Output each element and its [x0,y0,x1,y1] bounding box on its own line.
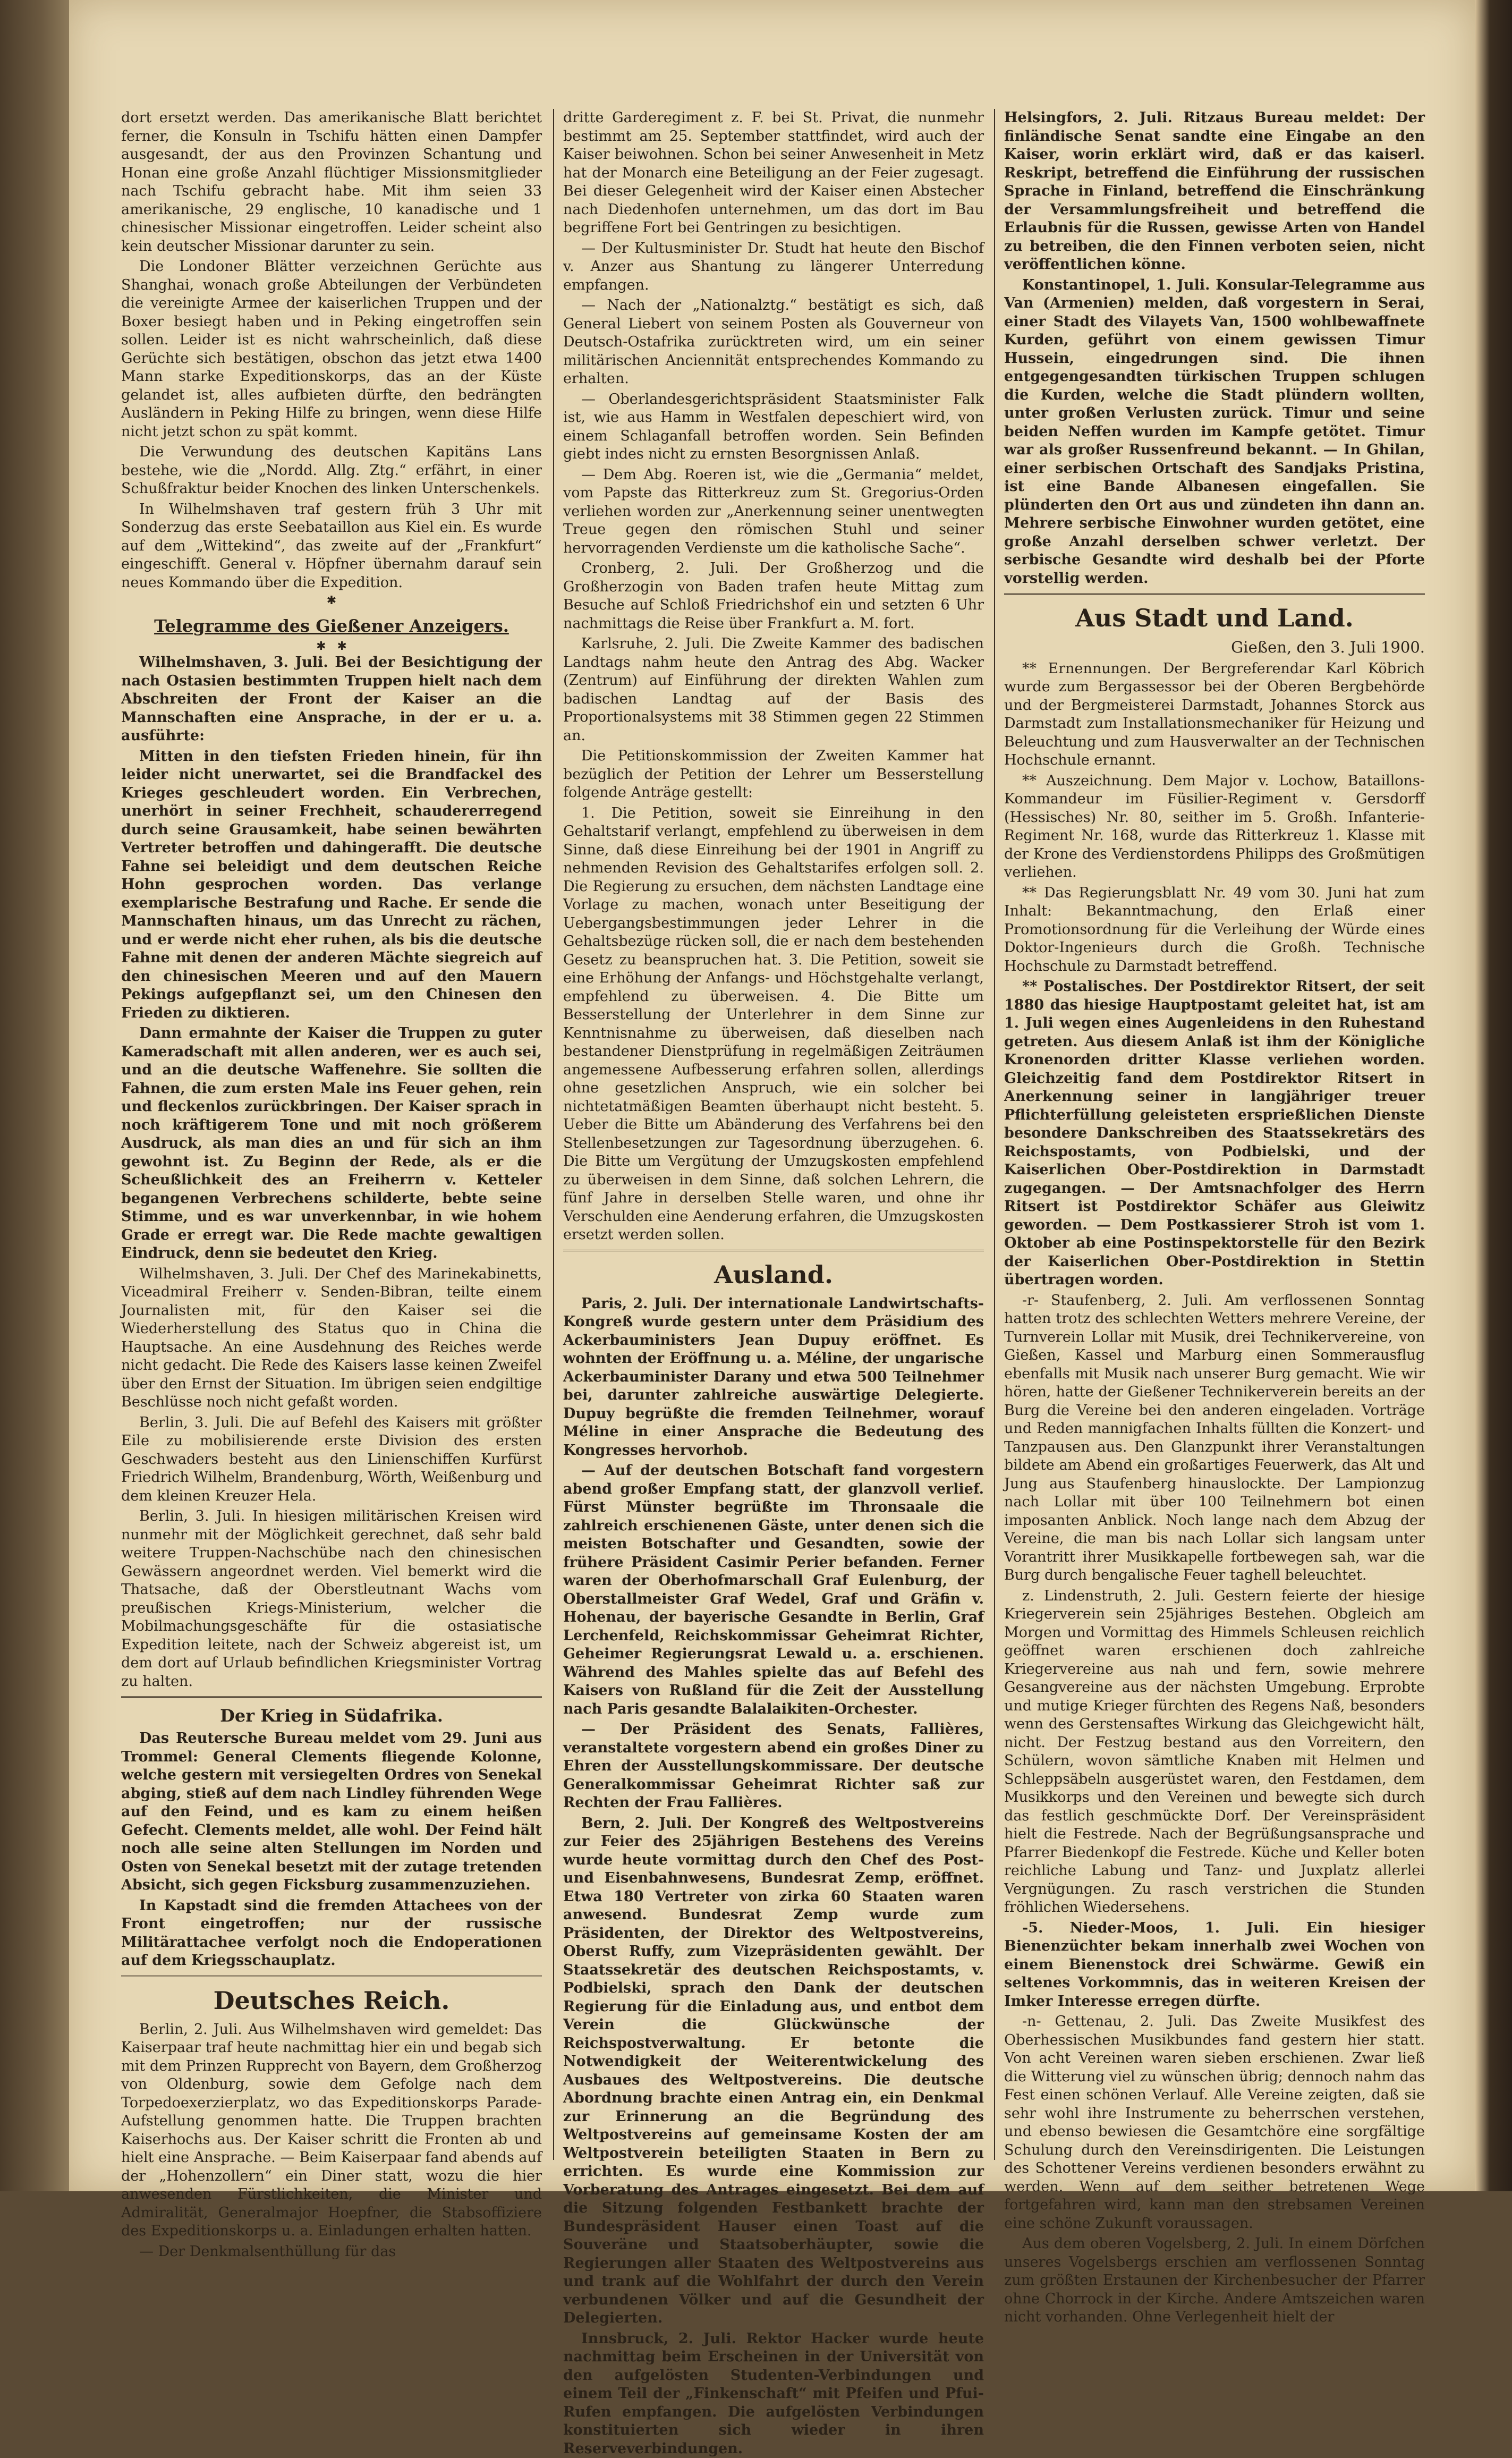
paragraph: 1. Die Petition, soweit sie Einreihung in den Gehaltstarif verlangt, empfehlend zu überweisen in dem Sinne, daß diese Einreihung bei der 1901 in Angriff zu nehmenden Revision des Gehaltstarifes erfolgen soll. 2. Die Regierung zu ersuchen, dem nächsten Landtage eine Vorlage zu machen, wonach unter Beseitigung der Uebergangsbestimmungen jeder Lehrer in die Gehaltsbezüge rücken soll, die er nach dem bestehenden Gesetz zu beanspruchen hat. 3. Die Petition, soweit sie eine Erhöhung der Anfangs- und Höchstgehalte verlangt, empfehlend zu überweisen. 4. Die Bitte um Besserstellung der Unterlehrer in dem Sinne zur Kenntnisnahme zu überweisen, daß dieselben nach bestandener Dienstprüfung in regelmäßigen Zeiträumen angemessene Aufbesserung erfahren sollen, allerdings ohne gesetzlichen Anspruch, wie ein solcher bei nichtetatmäßigen Beamten überhaupt nicht besteht. 5. Ueber die Bitte um Abänderung des Verfahrens bei den Stellenbesetzungen zur Tagesordnung überzugehen. 6. Die Bitte um Vergütung der Umzugskosten empfehlend zu überweisen in dem Sinne, daß solchen Lehrern, die fünf Jahre in derselben Stelle waren, und ohne ihr Verschulden eine Aenderung erfahren, die Umzugskosten ersetzt werden sollen. [563,804,984,1244]
paragraph: — Der Kultusminister Dr. Studt hat heute den Bischof v. Anzer aus Shantung zu längerer Unterredung empfangen. [563,240,984,295]
column-left [121,109,542,2160]
section-heading: Deutsches Reich. [121,1985,542,2016]
paragraph: Die Verwundung des deutschen Kapitäns Lans bestehe, wie die „Nordd. Allg. Ztg.“ erfährt, in einer Schußfraktur beider Knochen des linken Unterschenkels. [121,443,542,498]
paragraph: Wilhelmshaven, 3. Juli. Bei der Besichtigung der nach Ostasien bestimmten Truppen hielt nach dem Abschreiten der Front der Kaiser an die Mannschaften eine Ansprache, in der er u. a. ausführte: [121,654,542,745]
newspaper-page [69,0,1475,2191]
paragraph: -n- Gettenau, 2. Juli. Das Zweite Musikfest des Oberhessischen Musikbundes fand gestern hier statt. Von acht Vereinen waren sieben erschienen. Zwar ließ die Witterung viel zu wünschen übrig; dennoch nahm das Fest einen schönen Verlauf. Alle Vereine zeigten, daß sie sehr wohl ihre Instrumente zu beherrschen verstehen, und ebenso bewiesen die Gesamtchöre eine sorgfältige Schulung durch den Vereinsdirigenten. Die Leistungen des Schottener Vereins verdienen besonders erwähnt zu werden. Wenn auf dem seither betretenen Wege fortgefahren wird, kann man den strebsamen Vereinen eine schöne Zukunft voraussagen. [1004,2013,1425,2233]
section-heading: Ausland. [563,1259,984,1291]
paragraph: -r- Staufenberg, 2. Juli. Am verflossenen Sonntag hatten trotz des schlechten Wetters mehrere Vereine, der Turnverein Lollar mit Musik, drei Technikervereine, von Gießen, Kassel und Marburg einen Sommerausflug ebenfalls mit Musik nach unserer Burg gemacht. Wie wir hören, hatte der Gießener Technikerverein bereits an der Burg die Vereine bei den anderen eingeladen. Vorträge und Reden mannigfachen Inhalts füllten die Konzert- und Tanzpausen aus. Den Glanzpunkt ihrer Veranstaltungen bildete am Abend ein großartiges Feuerwerk, das Alt und Jung aus Staufenberg hinauslockte. Der Lampionzug nach Lollar mit über 100 Teilnehmern bot einen imposanten Anblick. Noch lange nach dem Abzug der Vereine, die man bis nach Lollar sich langsam unter Vorantritt ihrer Musikkapelle fortbewegen sah, war die Burg durch bengalische Feuer taghell beleuchtet. [1004,1292,1425,1585]
section-divider [121,1696,542,1698]
paragraph: In Kapstadt sind die fremden Attachees von der Front eingetroffen; nur der russische Militärattachee verfolgt noch die Endoperationen auf dem Kriegsschauplatz. [121,1897,542,1970]
paragraph: Berlin, 3. Juli. Die auf Befehl des Kaisers mit größter Eile zu mobilisierende erste Division des ersten Geschwaders besteht aus den Linienschiffen Kurfürst Friedrich Wilhelm, Brandenburg, Wörth, Weißenburg und dem kleinen Kreuzer Hela. [121,1414,542,1506]
ornament-stars: ✱ ✱ [121,640,542,654]
section-divider [121,1976,542,1977]
paragraph: ** Postalisches. Der Postdirektor Ritsert, der seit 1880 das hiesige Hauptpostamt geleitet hat, ist am 1. Juli wegen eines Augenleidens in den Ruhestand getreten. Aus diesem Anlaß ist ihm der Königliche Kronenorden dritter Klasse verliehen worden. Gleichzeitig fand dem Postdirektor Ritsert in Anerkennung seiner in langjähriger treuer Pflichterfüllung geleisteten ersprießlichen Dienste besondere Dankschreiben des Staatssekretärs des Reichspostamts, von Podbielski, und der Kaiserlichen Ober-Postdirektion in Darmstadt zugegangen. — Der Amtsnachfolger des Herrn Ritsert ist Postdirektor Schäfer aus Gleiwitz geworden. — Dem Postkassierer Stroh ist vom 1. Oktober ab eine Postinspektorstelle für den Bezirk der Kaiserlichen Ober-Postdirektion in Stettin übertragen worden. [1004,978,1425,1290]
paragraph: -5. Nieder-Moos, 1. Juli. Ein hiesiger Bienenzüchter bekam innerhalb zwei Wochen von einem Bienenstock drei Schwärme. Gewiß ein seltenes Vorkommnis, das in weiteren Kreisen der Imker Interesse erregen dürfte. [1004,1919,1425,2011]
paragraph: Berlin, 2. Juli. Aus Wilhelmshaven wird gemeldet: Das Kaiserpaar traf heute nachmittag hier ein und begab sich mit dem Prinzen Rupprecht von Bayern, dem Großherzog von Oldenburg, sowie dem Gefolge nach dem Torpedoexerzierplatz, wo das Expeditionskorps Parade-Aufstellung genommen hatte. Die Truppen brachten Kaiserhochs aus. Der Kaiser schritt die Fronten ab und hielt eine Ansprache. — Beim Kaiserpaar fand abends auf der „Hohenzollern“ ein Diner statt, wozu die hier anwesenden Fürstlichkeiten, die Minister und Admiralität, Generalmajor Hoepfner, die Stabsoffiziere des Expeditionskorps u. a. Einladungen erhalten hatten. [121,2021,542,2241]
paragraph: Mitten in den tiefsten Frieden hinein, für ihn leider nicht unerwartet, sei die Brandfackel des Krieges geschleudert worden. Ein Verbrechen, unerhört in seiner Frechheit, schaudererregend durch seine Grausamkeit, habe seinen bewährten Vertreter betroffen und dahingerafft. Die deutsche Fahne sei beleidigt und dem deutschen Reiche Hohn gesprochen worden. Das verlange exemplarische Bestrafung und Rache. Er sende die Mannschaften hinaus, um das Unrecht zu rächen, und er werde nicht eher ruhen, als bis die deutsche Fahne mit denen der anderen Mächte siegreich auf den chinesischen Meeren und auf den Mauern Pekings aufgepflanzt sei, um den Chinesen den Frieden zu diktieren. [121,748,542,1023]
paragraph: dritte Garderegiment z. F. bei St. Privat, die nunmehr bestimmt am 25. September stattfindet, wird auch der Kaiser beiwohnen. Schon bei seiner Anwesenheit in Metz hat der Monarch eine Beteiligung an der Feier zugesagt. Bei dieser Gelegenheit wird der Kaiser einen Abstecher nach Diedenhofen unternehmen, um das dort im Bau begriffene Fort bei Gentringen zu besichtigen. [563,109,984,238]
paragraph: — Auf der deutschen Botschaft fand vorgestern abend großer Empfang statt, der glanzvoll verlief. Fürst Münster begrüßte im Thronsaale die zahlreich erschienenen Gäste, unter denen sich die meisten Botschafter und Gesandten, sowie der frühere Präsident Casimir Perier befanden. Ferner waren der Oberhofmarschall Graf Eulenburg, der Oberstallmeister Graf Wedel, Graf und Gräfin v. Hohenau, der bayerische Gesandte in Berlin, Graf Lerchenfeld, Reichskommissar Geheimrat Richter, Geheimer Regierungsrat Lewald u. a. erschienen. Während des Mahles spielte das auf Befehl des Kaisers von Rußland für die Zeit der Ausstellung nach Paris gesandte Balalaikiten-Orchester. [563,1462,984,1718]
telegram-heading: Telegramme des Gießener Anzeigers. [121,615,542,637]
paragraph: Die Londoner Blätter verzeichnen Gerüchte aus Shanghai, wonach große Abteilungen der Verbündeten die vereinigte Armee der kaiserlichen Truppen und der Boxer besiegt haben und in Peking eingetroffen sein sollen. Leider ist es nicht wahrscheinlich, daß diese Gerüchte sich bestätigen, obschon das jetzt etwa 1400 Mann starke Expeditionskorps, das an der Küste gelandet ist, alles aufbieten dürfte, den bedrängten Ausländern in Peking Hilfe zu bringen, wenn diese Hilfe nicht jetzt schon zu spät kommt. [121,258,542,441]
ornament-stars: ✱ [121,594,542,608]
section-heading: Aus Stadt und Land. [1004,602,1425,634]
paragraph: Aus dem oberen Vogelsberg, 2. Juli. In einem Dörfchen unseres Vogelsbergs erschien am verflossenen Sonntag zum größten Erstaunen der Kirchenbesucher der Pfarrer ohne Chorrock in der Kirche. Andere Amtszeichen waren nicht vorhanden. Ohne Verlegenheit hielt der [1004,2235,1425,2327]
dateline: Gießen, den 3. Juli 1900. [1004,638,1425,657]
section-divider [1004,593,1425,595]
paragraph: Helsingfors, 2. Juli. Ritzaus Bureau meldet: Der finländische Senat sandte eine Eingabe an den Kaiser, worin erklärt wird, daß er das kaiserl. Reskript, betreffend die Einführung der russischen Sprache in Finland, betreffend die Einschränkung der Versammlungsfreiheit und betreffend die Erlaubnis für die Russen, gewisse Arten von Handel zu betreiben, die den Finnen verboten seien, nicht veröffentlichen könne. [1004,109,1425,274]
column-rule [994,109,995,2160]
paragraph: — Oberlandesgerichtspräsident Staatsminister Falk ist, wie aus Hamm in Westfalen depeschiert wird, von einem Schlaganfall betroffen worden. Sein Befinden giebt indes nicht zu ernsten Besorgnissen Anlaß. [563,391,984,464]
book-binding-left [0,0,69,2191]
paragraph: Cronberg, 2. Juli. Der Großherzog und die Großherzogin von Baden trafen heute Mittag zum Besuche auf Schloß Friedrichshof ein und setzten 6 Uhr nachmittags die Reise über Frankfurt a. M. fort. [563,560,984,633]
column-rule [553,109,554,2160]
paragraph: — Der Präsident des Senats, Fallières, veranstaltete vorgestern abend ein großes Diner zu Ehren der Ausstellungskommissare. Der deutsche Generalkommissar Geheimrat Richter saß zur Rechten der Frau Fallières. [563,1720,984,1812]
paragraph: ** Auszeichnung. Dem Major v. Lochow, Bataillons-Kommandeur im Füsilier-Regiment v. Gersdorff (Hessisches) Nr. 80, seither im 5. Großh. Infanterie-Regiment Nr. 168, wurde das Ritterkreuz 1. Klasse mit der Krone des Verdienstordens Philipps des Großmütigen verliehen. [1004,772,1425,882]
section-divider [563,1250,984,1251]
paragraph: Konstantinopel, 1. Juli. Konsular-Telegramme aus Van (Armenien) melden, daß vorgestern in Serai, einer Stadt des Vilayets Van, 1500 wohlbewaffnete Kurden, geführt von einem gewissen Timur Hussein, eingedrungen sind. Die ihnen entgegengesandten türkischen Truppen schlugen die Kurden, welche die Stadt plündern wollten, unter großen Verlusten zurück. Timur und seine beiden Neffen wurden im Kampfe getötet. Timur war als großer Russenfreund bekannt. — In Ghilan, einer serbischen Ortschaft des Sandjaks Pristina, ist eine Bande Albanesen eingefallen. Sie plünderten den Ort aus und zündeten ihn dann an. Mehrere serbische Einwohner wurden getötet, eine große Anzahl derselben schwer verletzt. Der serbische Gesandte wird deshalb bei der Pforte vorstellig werden. [1004,276,1425,588]
paragraph: Das Reutersche Bureau meldet vom 29. Juni aus Trommel: General Clements fliegende Kolonne, welche gestern mit versiegelten Ordres von Senekal abging, stieß auf dem nach Lindley führenden Wege auf den Feind, und es kam zu einem heißen Gefecht. Clements meldet, alle wohl. Der Feind hält noch alle seine alten Stellungen im Norden und Osten von Senekal besetzt mit der zutage tretenden Absicht, sich gegen Ficksburg zusammenzuziehen. [121,1730,542,1895]
paragraph: Wilhelmshaven, 3. Juli. Der Chef des Marinekabinetts, Viceadmiral Freiherr v. Senden-Bibran, teilte einem Journalisten mit, für den Kaiser sei die Wiederherstellung des Status quo in China die Hauptsache. An eine Ausdehnung des Reiches werde nicht gedacht. Die Rede des Kaisers lasse keinen Zweifel über den Ernst der Situation. Im übrigen seien endgiltige Beschlüsse noch nicht gefaßt worden. [121,1265,542,1412]
paragraph: In Wilhelmshaven traf gestern früh 3 Uhr mit Sonderzug das erste Seebataillon aus Kiel ein. Es wurde auf dem „Wittekind“, das zweite auf der „Frankfurt“ eingeschifft. General v. Höpfner übernahm darauf sein neues Kommando über die Expedition. [121,501,542,592]
section-heading: Der Krieg in Südafrika. [121,1705,542,1726]
paragraph: Die Petitionskommission der Zweiten Kammer hat bezüglich der Petition der Lehrer um Besserstellung folgende Anträge gestellt: [563,747,984,802]
column-middle [563,109,984,2160]
paragraph: Innsbruck, 2. Juli. Rektor Hacker wurde heute nachmittag beim Erscheinen in der Universität von den aufgelösten Studenten-Verbindungen und einem Teil der „Finkenschaft“ mit Pfeifen und Pfui-Rufen empfangen. Die aufgelösten Verbindungen konstituierten sich wieder in ihren Reserveverbindungen. [563,2330,984,2458]
paragraph: — Nach der „Nationalztg.“ bestätigt es sich, daß General Liebert von seinem Posten als Gouverneur von Deutsch-Ostafrika zurücktreten wird, um ein seiner militärischen Anciennität entsprechendes Kommando zu erhalten. [563,296,984,388]
paragraph: Karlsruhe, 2. Juli. Die Zweite Kammer des badischen Landtags nahm heute den Antrag des Abg. Wacker (Zentrum) auf Einführung der direkten Wahlen zum badischen Landtag auf der Basis des Proportionalsystems mit 38 Stimmen gegen 22 Stimmen an. [563,635,984,745]
paragraph: Dann ermahnte der Kaiser die Truppen zu guter Kameradschaft mit allen anderen, wer es auch sei, und an die deutsche Waffenehre. Sie sollten die Fahnen, die zum ersten Male ins Feuer gehen, rein und fleckenlos zurückbringen. Der Kaiser sprach in noch kräftigerem Tone und mit noch größerem Ausdruck, als man dies an und für sich an ihm gewohnt ist. Zu Beginn der Rede, als er die Scheußlichkeit des an Freiherrn v. Ketteler begangenen Verbrechens schilderte, bebte seine Stimme, und es war unverkennbar, in wie hohem Grade er erregt war. Die Rede machte gewaltigen Eindruck, denn sie bedeutet den Krieg. [121,1024,542,1263]
paragraph: z. Lindenstruth, 2. Juli. Gestern feierte der hiesige Kriegerverein sein 25jähriges Bestehen. Obgleich am Morgen und Vormittag des Himmels Schleusen reichlich geöffnet waren erschienen doch zahlreiche Kriegervereine aus nah und fern, sowie mehrere Gesangvereine aus der nächsten Umgebung. Erprobte und mutige Krieger fürchten des Regens Naß, besonders wenn des Gerstensaftes Wirkung das Gleichgewicht hält, nicht. Der Festzug bestand aus den Vorreitern, den Schülern, wovon sämtliche Knaben mit Helmen und Schleppsäbeln ausgerüstet waren, den Festdamen, dem Musikkorps und den Vereinen und bewegte sich durch das festlich geschmückte Dorf. Der Vereinspräsident hielt die Festrede. Nach der Begrüßungsansprache und Pfarrer Biedenkopf die Festrede. Küche und Keller boten reichliche Labung und Tanz- und Juxplatz allerlei Vergnügungen. Zu rasch verstrichen die Stunden fröhlichen Wiedersehens. [1004,1587,1425,1917]
paragraph: Berlin, 3. Juli. In hiesigen militärischen Kreisen wird nunmehr mit der Möglichkeit gerechnet, daß sehr bald weitere Truppen-Nachschübe nach den chinesischen Gewässern angeordnet werden. Viel bemerkt wird die Thatsache, daß der Oberstleutnant Wachs vom preußischen Kriegs-Ministerium, welcher die Mobilmachungsgeschäfte für die ostasiatische Expedition leitete, nach der Schweiz abgereist ist, um dem dort auf Urlaub befindlichen Kriegsminister Vortrag zu halten. [121,1507,542,1691]
paragraph: — Dem Abg. Roeren ist, wie die „Germania“ meldet, vom Papste das Ritterkreuz zum St. Gregorius-Orden verliehen worden zur „Anerkennung seiner unentwegten Treue gegen den römischen Stuhl und seiner hervorragenden Verdienste um die katholische Sache“. [563,466,984,558]
paragraph: — Der Denkmalsenthüllung für das [121,2243,542,2261]
book-binding-right [1475,0,1512,2191]
paragraph: Bern, 2. Juli. Der Kongreß des Weltpostvereins zur Feier des 25jährigen Bestehens des Vereins wurde heute vormittag durch den Chef des Post- und Eisenbahnwesens, Bundesrat Zemp, eröffnet. Etwa 180 Vertreter von zirka 60 Staaten waren anwesend. Bundesrat Zemp wurde zum Präsidenten, der Direktor des Weltpostvereins, Oberst Ruffy, zum Vizepräsidenten gewählt. Der Staatssekretär des deutschen Reichspostamts, v. Podbielski, sprach den Dank der deutschen Regierung für die Einladung aus, und entbot dem Verein die Glückwünsche der Reichspostverwaltung. Er betonte die Notwendigkeit der Weiterentwickelung des Ausbaues des Weltpostvereins. Die deutsche Abordnung brachte einen Antrag ein, ein Denkmal zur Erinnerung an die Begründung des Weltpostvereins auf gemeinsame Kosten der am Weltpostverein beteiligten Staaten in Bern zu errichten. Es wurde eine Kommission zur Vorberatung des Antrages eingesetzt. Bei dem auf die Sitzung folgenden Festbankett brachte der Bundespräsident Hauser einen Toast auf die Souveräne und Staatsoberhäupter, sowie die Regierungen aller Staaten des Weltpostvereins aus und trank auf die Wohlfahrt der durch den Verein verbundenen Völker und auf die Gesundheit der Delegierten. [563,1815,984,2328]
paragraph: dort ersetzt werden. Das amerikanische Blatt berichtet ferner, die Konsuln in Tschifu hätten einen Dampfer ausgesandt, der aus den Provinzen Schantung und Honan eine große Anzahl flüchtiger Missionsmitglieder nach Tschifu gebracht habe. Mit ihm seien 33 amerikanische, 29 englische, 10 kanadische und 1 chinesischer Missionar eingetroffen. Leider scheint also kein deutscher Missionar darunter zu sein. [121,109,542,256]
paragraph: Paris, 2. Juli. Der internationale Landwirtschafts-Kongreß wurde gestern unter dem Präsidium des Ackerbauministers Jean Dupuy eröffnet. Es wohnten der Eröffnung u. a. Méline, der ungarische Ackerbauminister Darany und etwa 500 Teilnehmer bei, darunter zahlreiche auswärtige Delegierte. Dupuy begrüßte die fremden Teilnehmer, worauf Méline in einer Ansprache die Bedeutung des Kongresses hervorhob. [563,1295,984,1460]
paragraph: ** Das Regierungsblatt Nr. 49 vom 30. Juni hat zum Inhalt: Bekanntmachung, den Erlaß einer Promotionsordnung für die Verleihung der Würde eines Doktor-Ingenieurs durch die Großh. Technische Hochschule zu Darmstadt betreffend. [1004,884,1425,976]
column-right [1004,109,1425,2160]
paragraph: ** Ernennungen. Der Bergreferendar Karl Köbrich wurde zum Bergassessor bei der Oberen Bergbehörde und der Bergmeisterei Darmstadt, Johannes Storck aus Darmstadt zum Installationsmechaniker für Heizung und Beleuchtung und zum Hausverwalter an der Technischen Hochschule ernannt. [1004,660,1425,770]
